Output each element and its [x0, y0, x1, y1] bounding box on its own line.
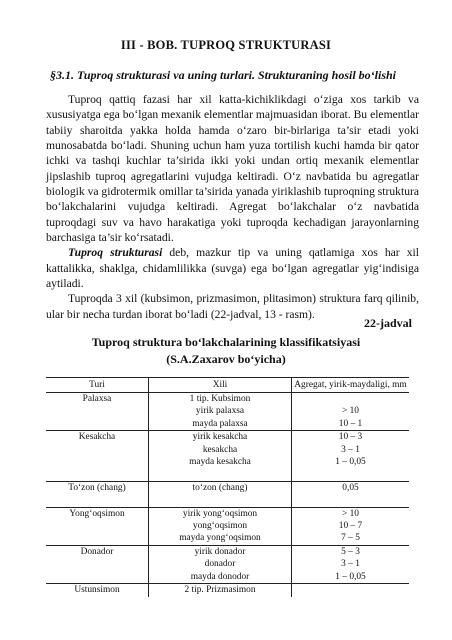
table-cell: [46, 558, 149, 570]
table-cell: yirik palaxsa: [149, 405, 292, 417]
table-cell: 1 tip. Kubsimon: [149, 393, 292, 406]
table-cell: 1 – 0,05: [292, 571, 410, 584]
header-cell: Agregat, yirik-maydaligi, mm: [292, 378, 410, 393]
table-cell: mayda kesakcha: [149, 456, 292, 468]
table-cell: to‘zon (chang): [149, 481, 292, 494]
table-row: [46, 418, 409, 431]
term-definition-lead: Tuproq strukturasi: [68, 246, 163, 260]
table-body: [46, 393, 409, 597]
table-cell: [149, 468, 292, 481]
table-cell: kesakcha: [149, 444, 292, 456]
table-cell: To‘zon (chang): [46, 481, 149, 494]
table-row: [46, 481, 409, 494]
table-cell: [292, 393, 410, 406]
table-cell: 10 – 3: [292, 431, 410, 444]
paragraph-text: Tuproqda 3 xil (kubsimon, prizmasimon, plitasimon) struktura farq qilinib, ular bir necha turdan iborat bo‘ladi (22-jadval, 13 - rasm).: [46, 292, 419, 321]
table-cell: yirik yong‘oqsimon: [149, 507, 292, 520]
table-row: [46, 545, 409, 558]
table-cell: [46, 532, 149, 545]
table-cell: 1 – 0,05: [292, 456, 410, 468]
paragraph: [46, 92, 419, 245]
table-cell: > 10: [292, 405, 410, 417]
table-cell: [46, 444, 149, 456]
paragraph-text: Tuproq qattiq fazasi har xil katta-kichiklikdagi o‘ziga xos tarkib va xususiyatga ega bo‘lgan mexanik elementlar majmuasidan iborat. Bu elementlar tabiiy sharoitda yakka holda hamda o‘zaro bir-birlariga ta’sir etadi yoki munosabatda bo‘ladi. Shuning uchun ham yuza tortilish kuchi hamda bir qator ichki va tashqi kuchlar ta’sirida ikki yoki undan ortiq mexanik elementlar jipslashib tuproq agregatlarini vujudga keltiradi. O‘z navbatida bu agregatlar biologik va gidrotermik omillar ta’sirida yanada yiriklashib tuproqning struktura bo‘lakchalarini vujudga keltiradi. Agregat bo‘lakchalar o‘z navbatida tuproqdagi suv va havo harakatiga yoki tuproqda kechadigan jarayonlarning barchasiga ta’sir ko‘rsatadi.: [46, 93, 419, 245]
table-cell: 7 – 5: [292, 532, 410, 545]
table-cell: mayda donodor: [149, 571, 292, 584]
table-cell: Palaxsa: [46, 393, 149, 406]
table-cell: 0,05: [292, 481, 410, 494]
table-cell: [46, 456, 149, 468]
table-subtitle-line: (S.A.Zaxarov bo‘yicha): [166, 351, 286, 366]
header-cell: Turi: [46, 378, 149, 393]
table-row: [46, 393, 409, 406]
table-cell: yirik kesakcha: [149, 431, 292, 444]
table-cell: [46, 520, 149, 532]
table-cell: [292, 468, 410, 481]
table-cell: 5 – 3: [292, 545, 410, 558]
table-row: [46, 584, 409, 597]
table-row: [46, 507, 409, 520]
table-cell: 3 – 1: [292, 558, 410, 570]
table-row: [46, 431, 409, 444]
table-cell: 10 – 7: [292, 520, 410, 532]
table-cell: Ustunsimon: [46, 584, 149, 597]
table-cell: donador: [149, 558, 292, 570]
table-row: [46, 444, 409, 456]
table-cell: mayda palaxsa: [149, 418, 292, 431]
table-row: [46, 520, 409, 532]
table-cell: [46, 571, 149, 584]
body-text: [46, 92, 419, 322]
table-cell: > 10: [292, 507, 410, 520]
section-title: §3.1. Tuproq strukturasi va uning turlari. Strukturaning hosil bo‘lishi: [50, 68, 397, 82]
table-cell: Kesakcha: [46, 431, 149, 444]
table-cell: 3 – 1: [292, 444, 410, 456]
paragraph-text: deb, mazkur tip va uning qatlamiga xos har xil kattalikka, shaklga, chidamlilikka (suvga) ega bo‘lgan agregatlar yig‘indisiga aytiladi.: [46, 246, 419, 291]
table-cell: [46, 468, 149, 481]
chapter-title: III - BOB. TUPROQ STRUKTURASI: [120, 38, 332, 52]
table-cell: Donador: [46, 545, 149, 558]
table-cell: mayda yong‘oqsimon: [149, 532, 292, 545]
table-header-row: [46, 378, 409, 393]
table-cell: [46, 494, 149, 507]
table-cell: [46, 418, 149, 431]
table-cell: Yong‘oqsimon: [46, 507, 149, 520]
classification-table: [46, 377, 409, 597]
table-row: [46, 571, 409, 584]
table-number: 22-jadval: [364, 316, 412, 330]
table-cell: [149, 494, 292, 507]
table-row: [46, 468, 409, 481]
header-cell: Xili: [149, 378, 292, 393]
table-title: [0, 334, 452, 367]
table-row: [46, 456, 409, 468]
table-cell: yirik donador: [149, 545, 292, 558]
paragraph: [46, 245, 419, 291]
table-title-line: Tuproq struktura bo‘lakchalarining klassifikatsiyasi: [91, 335, 361, 349]
table-row: [46, 405, 409, 417]
table-row: [46, 558, 409, 570]
table-row: [46, 494, 409, 507]
table-cell: [46, 405, 149, 417]
table-cell: yong‘oqsimon: [149, 520, 292, 532]
table-cell: [292, 494, 410, 507]
table-row: [46, 532, 409, 545]
table-cell: [292, 584, 410, 597]
table-cell: 2 tip. Prizmasimon: [149, 584, 292, 597]
table-cell: 10 – 1: [292, 418, 410, 431]
